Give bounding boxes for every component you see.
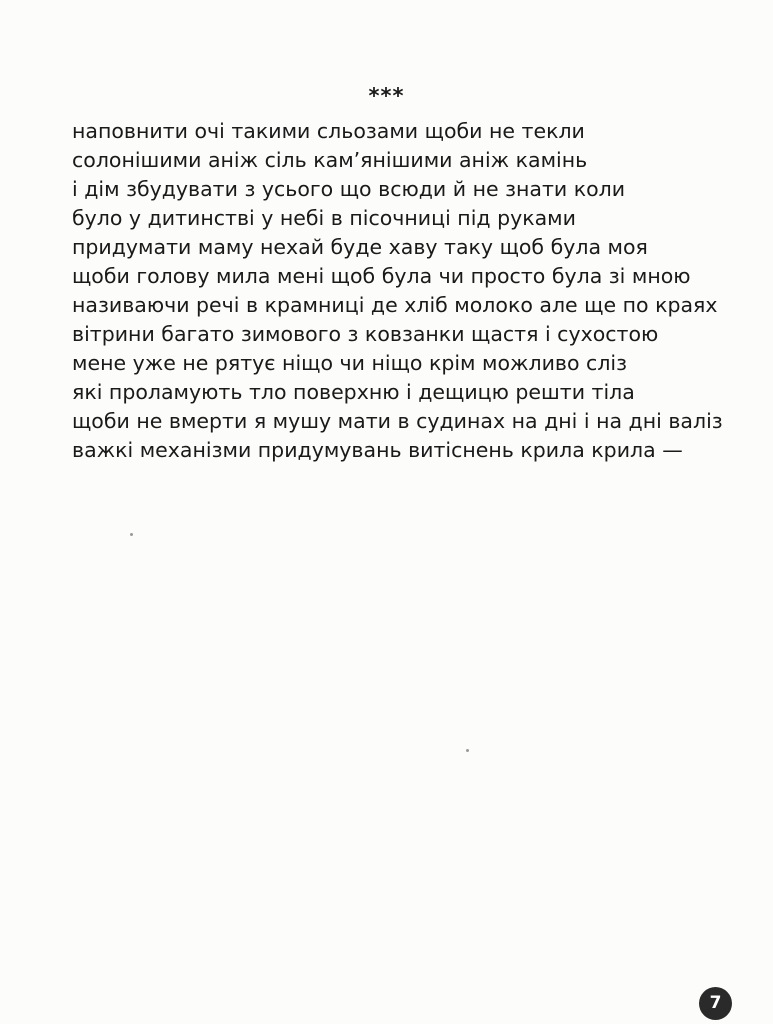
poem-line: важкі механізми придумувань витіснень крила крила —: [72, 438, 683, 462]
section-separator: ***: [368, 84, 405, 108]
poem-line: які проламують тло поверхню і дещицю решти тіла: [72, 380, 635, 404]
poem-line: солонішими аніж сіль кам’янішими аніж камінь: [72, 148, 588, 172]
poem-text: [72, 117, 723, 465]
paper-speck: [466, 749, 469, 752]
paper-speck: [130, 533, 133, 536]
poem-line: щоби не вмерти я мушу мати в судинах на дні і на дні валіз: [72, 409, 723, 433]
poem-line: і дім збудувати з усього що всюди й не знати коли: [72, 177, 626, 201]
poem-line: було у дитинстві у небі в пісочниці під руками: [72, 206, 576, 230]
poem-line: придумати маму нехай буде хаву таку щоб була моя: [72, 235, 648, 259]
poem-line: мене уже не рятує ніщо чи ніщо крім можливо сліз: [72, 351, 628, 375]
poem-line: називаючи речі в крамниці де хліб молоко але ще по краях: [72, 293, 718, 317]
poem-line: наповнити очі такими сльозами щоби не текли: [72, 119, 585, 143]
page-number-badge: 7: [699, 987, 732, 1020]
poem-line: щоби голову мила мені щоб була чи просто була зі мною: [72, 264, 691, 288]
poem-line: вітрини багато зимового з ковзанки щастя і сухостою: [72, 322, 659, 346]
